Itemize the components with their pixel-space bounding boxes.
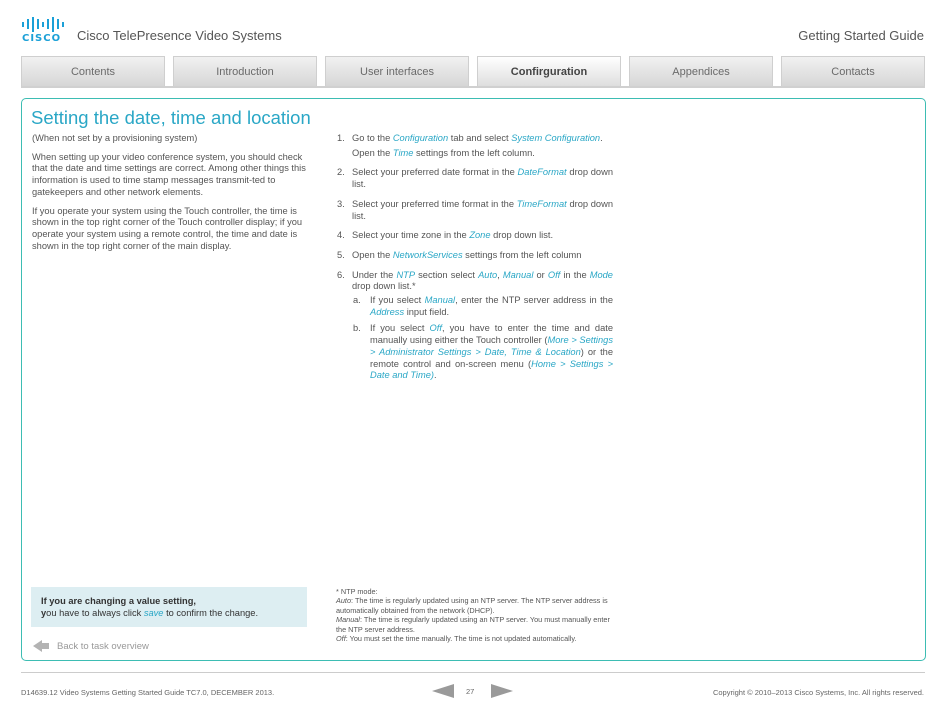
tip-text: you have to always click save to confirm the change. bbox=[41, 608, 259, 618]
keyword: Address bbox=[370, 306, 405, 317]
previous-page-arrow-icon[interactable] bbox=[432, 684, 454, 698]
keyword: NetworkServices bbox=[392, 249, 463, 260]
page-title: Setting the date, time and location bbox=[31, 107, 311, 128]
intro-note: (When not set by a provisioning system) bbox=[32, 133, 198, 143]
keyword: Manual bbox=[502, 269, 534, 280]
substep-a bbox=[353, 295, 613, 318]
step-text: Go to the Configuration tab and select System Configuration. Open the Time settings from the left column. bbox=[352, 133, 603, 158]
keyword: save bbox=[143, 608, 164, 618]
back-to-task-overview-link[interactable] bbox=[33, 640, 149, 652]
step-text: Select your preferred time format in the TimeFormat drop down list. bbox=[352, 198, 613, 221]
tab-contacts[interactable]: Contacts bbox=[781, 56, 925, 86]
cisco-logo-text: CISCO bbox=[22, 33, 62, 44]
keyword: Configuration bbox=[392, 133, 449, 143]
guide-title: Getting Started Guide bbox=[798, 28, 924, 43]
document-id: D14639.12 Video Systems Getting Started Guide TC7.0, DECEMBER 2013. bbox=[21, 688, 275, 697]
keyword: System Configuration bbox=[511, 133, 601, 143]
substep-letter: b. bbox=[353, 323, 361, 334]
keyword: NTP bbox=[396, 269, 416, 280]
step-1 bbox=[337, 133, 613, 159]
step-4 bbox=[337, 230, 613, 242]
steps-list bbox=[337, 133, 613, 387]
keyword: Time bbox=[392, 147, 414, 158]
intro-paragraph-2: If you operate your system using the Touch controller, the time is shown in the top right corner of the Touch controller display; if you operate your system using a remote control, the time and date is shown in the top right corner of the main display. bbox=[32, 205, 303, 251]
footnote-heading: * NTP mode: bbox=[336, 587, 378, 596]
keyword: Auto bbox=[478, 269, 498, 280]
step-text: Select your preferred date format in the DateFormat drop down list. bbox=[352, 167, 613, 190]
step-3 bbox=[337, 199, 613, 222]
intro-column bbox=[32, 133, 310, 259]
substep-b bbox=[353, 323, 613, 382]
step-number: 2. bbox=[337, 167, 345, 178]
back-link-label: Back to task overview bbox=[57, 640, 149, 652]
back-arrow-shaft bbox=[42, 643, 49, 649]
keyword: Mode bbox=[589, 269, 613, 280]
step-number: 1. bbox=[337, 133, 345, 143]
tab-configuration[interactable]: Confirguration bbox=[477, 56, 621, 86]
step-number: 4. bbox=[337, 230, 345, 241]
menu-path-remote: Home > Settings > Date and Time) bbox=[370, 358, 613, 381]
step-5 bbox=[337, 250, 613, 262]
next-page-arrow-icon[interactable] bbox=[491, 684, 513, 698]
app-title: Cisco TelePresence Video Systems bbox=[77, 28, 282, 43]
menu-path-touch: More > Settings > Administrator Settings > Date, Time & Location bbox=[370, 335, 613, 357]
page-number: 27 bbox=[466, 687, 475, 696]
step-6-substeps bbox=[337, 295, 613, 382]
keyword: Off bbox=[429, 323, 442, 334]
intro-paragraph-1: When setting up your video conference system, you should check that the date and time settings are correct. Among other things this information is used to time stamp messages transmit-ted to gatekeepers and other network elements. bbox=[32, 151, 306, 197]
keyword: Off bbox=[547, 269, 561, 280]
step-2 bbox=[337, 167, 613, 190]
keyword: TimeFormat bbox=[516, 198, 567, 209]
step-number: 6. bbox=[337, 269, 345, 280]
step-text: Open the NetworkServices settings from the left column bbox=[352, 249, 582, 260]
footer-divider bbox=[21, 672, 925, 673]
copyright: Copyright © 2010–2013 Cisco Systems, Inc. All rights reserved. bbox=[712, 688, 924, 697]
tab-appendices[interactable]: Appendices bbox=[629, 56, 773, 86]
tip-box bbox=[31, 587, 307, 627]
footnote-auto: Auto: The time is regularly updated using an NTP server. The NTP server address is automatically obtained from the network (DHCP). bbox=[336, 596, 608, 615]
step-text: Under the NTP section select Auto, Manual or Off in the Mode drop down list.* bbox=[352, 269, 613, 292]
back-arrow-icon bbox=[33, 640, 42, 652]
substep-text: If you select Manual, enter the NTP server address in the Address input field. bbox=[370, 295, 613, 317]
footnote-off: Off: You must set the time manually. The time is not updated automatically. bbox=[336, 634, 577, 644]
step-text: Select your time zone in the Zone drop down list. bbox=[352, 230, 554, 241]
substep-text: If you select Off, you have to enter the time and date manually using either the Touch controller (More > Settings > Administrator Settings > Date, Time & Location) or the remote control and on-screen menu (Home > Settings > Date and Time). bbox=[370, 323, 613, 381]
cisco-logo bbox=[22, 16, 66, 44]
tab-divider bbox=[21, 86, 925, 88]
keyword: Manual bbox=[424, 295, 456, 306]
keyword: Zone bbox=[469, 230, 491, 241]
keyword: DateFormat bbox=[517, 167, 567, 178]
cisco-logo-bars-icon bbox=[22, 16, 66, 32]
tab-introduction[interactable]: Introduction bbox=[173, 56, 317, 86]
tab-user-interfaces[interactable]: User interfaces bbox=[325, 56, 469, 86]
tab-contents[interactable]: Contents bbox=[21, 56, 165, 86]
step-number: 5. bbox=[337, 249, 345, 260]
step-6 bbox=[337, 270, 613, 293]
tip-heading: If you are changing a value setting, bbox=[41, 596, 196, 606]
footnote-manual: Manual: The time is regularly updated using an NTP server. You must manually enter the NTP server address. bbox=[336, 615, 610, 634]
step-number: 3. bbox=[337, 198, 345, 209]
section-tabs bbox=[21, 56, 925, 86]
substep-letter: a. bbox=[353, 295, 361, 306]
ntp-footnote bbox=[336, 587, 616, 643]
